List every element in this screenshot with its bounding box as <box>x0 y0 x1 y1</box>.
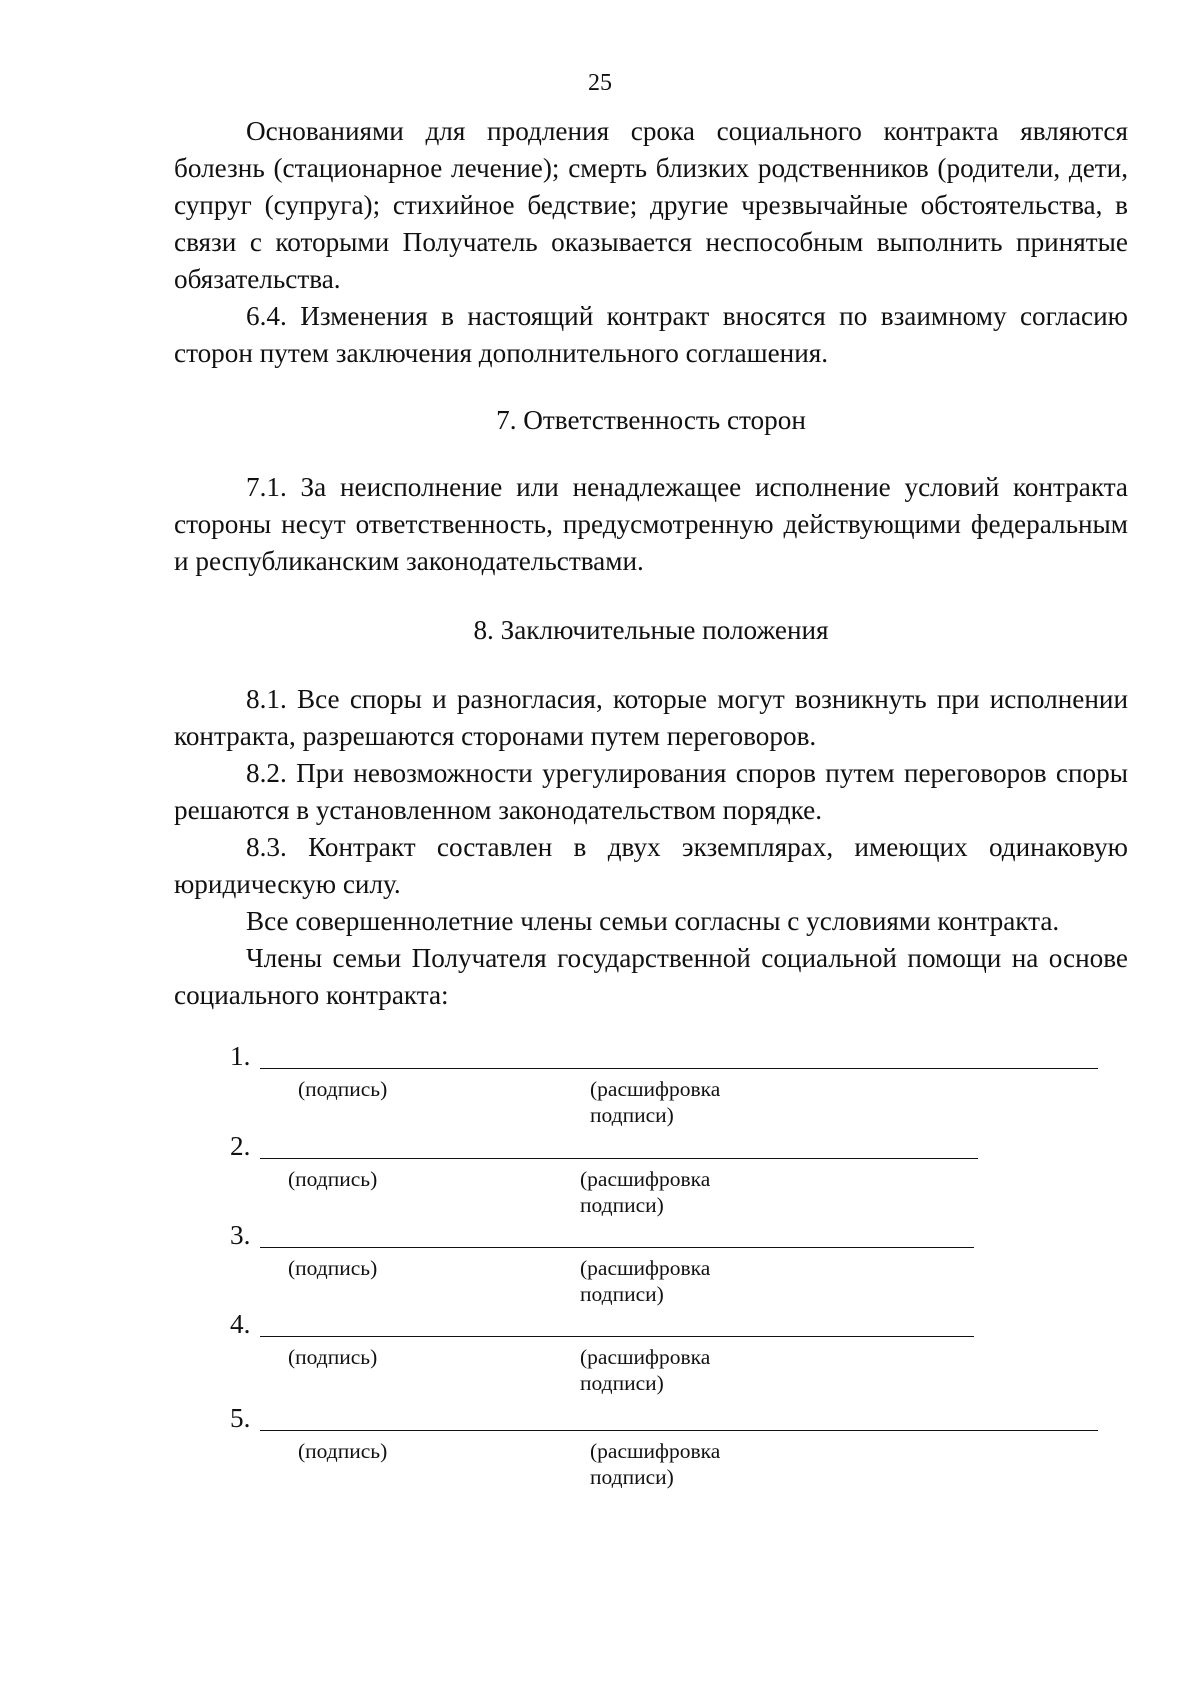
signature-line[interactable] <box>260 1068 1098 1069</box>
signature-caption: (подпись) <box>298 1439 388 1463</box>
section-heading-8: 8. Заключительные положения <box>473 615 829 645</box>
paragraph-8-3: 8.3. Контракт составлен в двух экземплярах, имеющих одинаковую юридическую силу. <box>174 832 1128 899</box>
signature-line[interactable] <box>260 1247 974 1248</box>
paragraph-family-agreement: Все совершеннолетние члены семьи согласны с условиями контракта. <box>246 906 1060 936</box>
signature-number: 4. <box>230 1309 251 1339</box>
signature-decode-caption: (расшифровка подписи) <box>590 1439 721 1489</box>
signature-decode-caption: (расшифровка подписи) <box>580 1167 711 1217</box>
signature-line[interactable] <box>260 1336 974 1337</box>
paragraph-8-1: 8.1. Все споры и разногласия, которые могут возникнуть при исполнении контракта, разрешаются сторонами путем переговоров. <box>174 684 1128 751</box>
page-number: 25 <box>588 70 612 96</box>
signature-line[interactable] <box>260 1430 1098 1431</box>
signature-caption: (подпись) <box>288 1167 378 1191</box>
signature-number: 5. <box>230 1403 251 1433</box>
signature-number: 3. <box>230 1220 251 1250</box>
paragraph-family-members: Члены семьи Получателя государственной социальной помощи на основе социального контракта: <box>174 943 1128 1010</box>
signature-decode-caption: (расшифровка подписи) <box>590 1077 721 1127</box>
paragraph-6-4: 6.4. Изменения в настоящий контракт вносятся по взаимному согласию сторон путем заключения дополнительного соглашения. <box>174 301 1128 368</box>
signature-number: 1. <box>230 1041 251 1071</box>
paragraph-8-2: 8.2. При невозможности урегулирования споров путем переговоров споры решаются в установленном законодательством порядке. <box>174 758 1128 825</box>
paragraph-extension-grounds: Основаниями для продления срока социального контракта являются болезнь (стационарное лечение); смерть близких родственников (родители, дети, супруг (супруга); стихийное бедствие; другие чрезвычайные обстоятельства, в связи с которыми Получатель оказывается неспособным выполнить принятые обязательства. <box>174 116 1128 294</box>
signature-number: 2. <box>230 1131 251 1161</box>
signature-caption: (подпись) <box>288 1256 378 1280</box>
signature-decode-caption: (расшифровка подписи) <box>580 1345 711 1395</box>
paragraph-7-1: 7.1. За неисполнение или ненадлежащее исполнение условий контракта стороны несут ответственность, предусмотренную действующими федеральным и республиканским законодательствами. <box>174 472 1128 576</box>
section-heading-7: 7. Ответственность сторон <box>496 405 806 435</box>
document-body <box>174 113 1128 1014</box>
signature-line[interactable] <box>260 1158 978 1159</box>
signature-caption: (подпись) <box>288 1345 378 1369</box>
signature-decode-caption: (расшифровка подписи) <box>580 1256 711 1306</box>
signature-caption: (подпись) <box>298 1077 388 1101</box>
